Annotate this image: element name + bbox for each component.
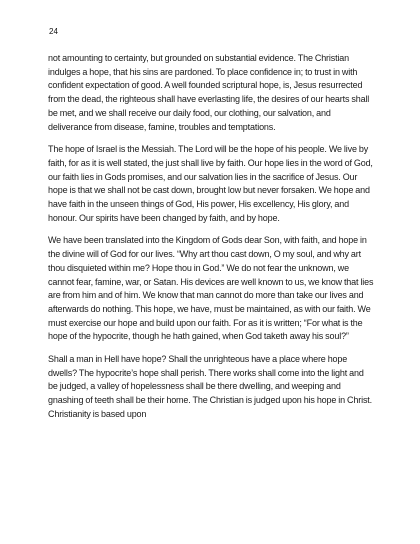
paragraph-4: Shall a man in Hell have hope? Shall the unrighteous have a place where hope dwells? The hypocrite’s hope shall perish. There works shall come into the light and be judged, a valley of hopelessness shall be there dwelling, and weeping and gnashing of teeth shall be their home. The Christian is judged upon his hope in Christ. Christianity is based upon — [48, 354, 372, 419]
paragraph-3: We have been translated into the Kingdom of Gods dear Son, with faith, and hope in the divine will of God for our lives. “Why art thou cast down, O my soul, and why art thou disquieted within me? Hope thou in God.” We do not fear the unknown, we cannot fear, famine, war, or Satan. His devices are well known to us, we know that lies are from him and of him. We know that man cannot do more than take our lives and afterwards do nothing. This hope, we have, must be maintained, as with our faith. We must exercise our hope and build upon our faith. For as it is written; “For what is the hope of the hypocrite, though he hath gained, when God taketh away his soul?” — [48, 235, 374, 342]
paragraph-2: The hope of Israel is the Messiah. The Lord will be the hope of his people. We live by faith, for as it is well stated, the just shall live by faith. Our hope lies in the word of God, our faith lies in Gods promises, and our salvation lies in the sacrifice of Jesus. Our hope is that we shall not be cast down, brought low but never forsaken. We hope and have faith in the unseen things of God, His power, His excellency, His glory, and honour. Our spirits have been changed by faith, and by hope. — [48, 144, 373, 223]
page-number: 24 — [49, 27, 58, 36]
body-text — [48, 52, 374, 431]
paragraph-1: not amounting to certainty, but grounded on substantial evidence. The Christian indulges a hope, that his sins are pardoned. To place confidence in; to trust in with confident expectation of good. A well founded scriptural hope, is, Jesus resurrected from the dead, the righteous shall have everlasting life, the desires of our hearts shall be met, and we shall receive our daily food, our clothing, our salvation, and deliverance from disease, famine, troubles and temptations. — [48, 53, 370, 132]
